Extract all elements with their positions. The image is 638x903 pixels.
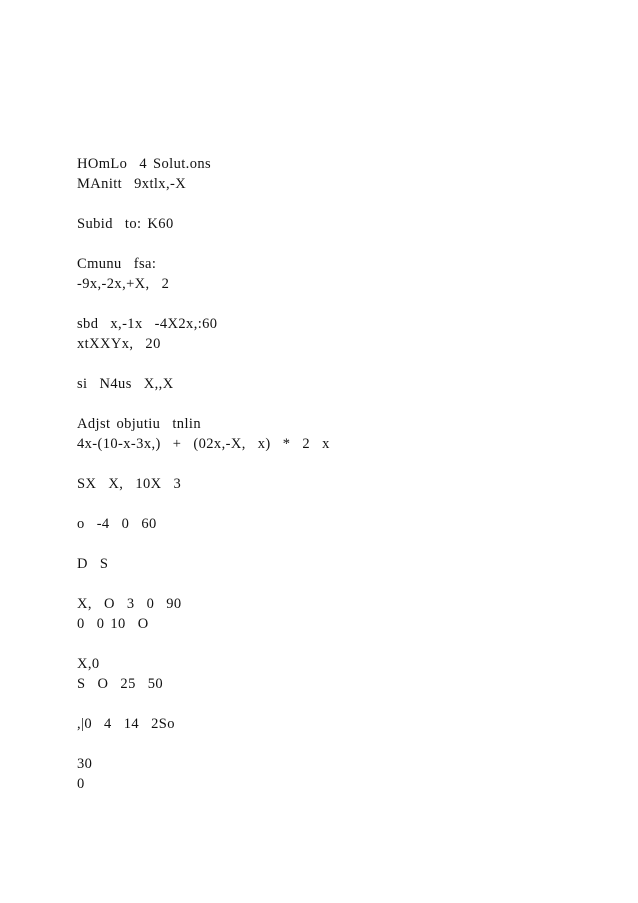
blank-line (77, 234, 597, 254)
text-line: X, O 3 0 90 (77, 596, 182, 612)
blank-line (77, 354, 597, 374)
blank-line (77, 634, 597, 654)
text-line: 0 0 10 O (77, 616, 149, 632)
text-line: 4x-(10-x-3x,) + (02x,-X, x) * 2 x (77, 436, 330, 452)
text-line: 0 (77, 776, 85, 792)
text-line: D S (77, 556, 109, 572)
blank-line (77, 534, 597, 554)
blank-line (77, 394, 597, 414)
blank-line (77, 694, 597, 714)
text-line: Adjst objutiu tnlin (77, 416, 201, 432)
document-body (77, 154, 597, 794)
text-line: HOmLo 4 Solut.ons (77, 156, 212, 172)
text-line: MAnitt 9xtlx,-X (77, 176, 187, 192)
blank-line (77, 494, 597, 514)
text-line: Cmunu fsa: (77, 256, 157, 272)
text-line: SX X, 10X 3 (77, 476, 182, 492)
text-line: o -4 0 60 (77, 516, 157, 532)
text-line: S O 25 50 (77, 676, 164, 692)
text-line: 30 (77, 756, 93, 772)
blank-line (77, 294, 597, 314)
blank-line (77, 194, 597, 214)
text-line: Subid to: K60 (77, 216, 174, 232)
blank-line (77, 454, 597, 474)
text-line: sbd x,-1x -4X2x,:60 (77, 316, 218, 332)
blank-line (77, 734, 597, 754)
text-line: -9x,-2x,+X, 2 (77, 276, 170, 292)
text-line: si N4us X,,X (77, 376, 174, 392)
text-line: X,0 (77, 656, 100, 672)
text-line: xtXXYx, 20 (77, 336, 161, 352)
blank-line (77, 574, 597, 594)
text-line: ,|0 4 14 2So (77, 716, 175, 732)
